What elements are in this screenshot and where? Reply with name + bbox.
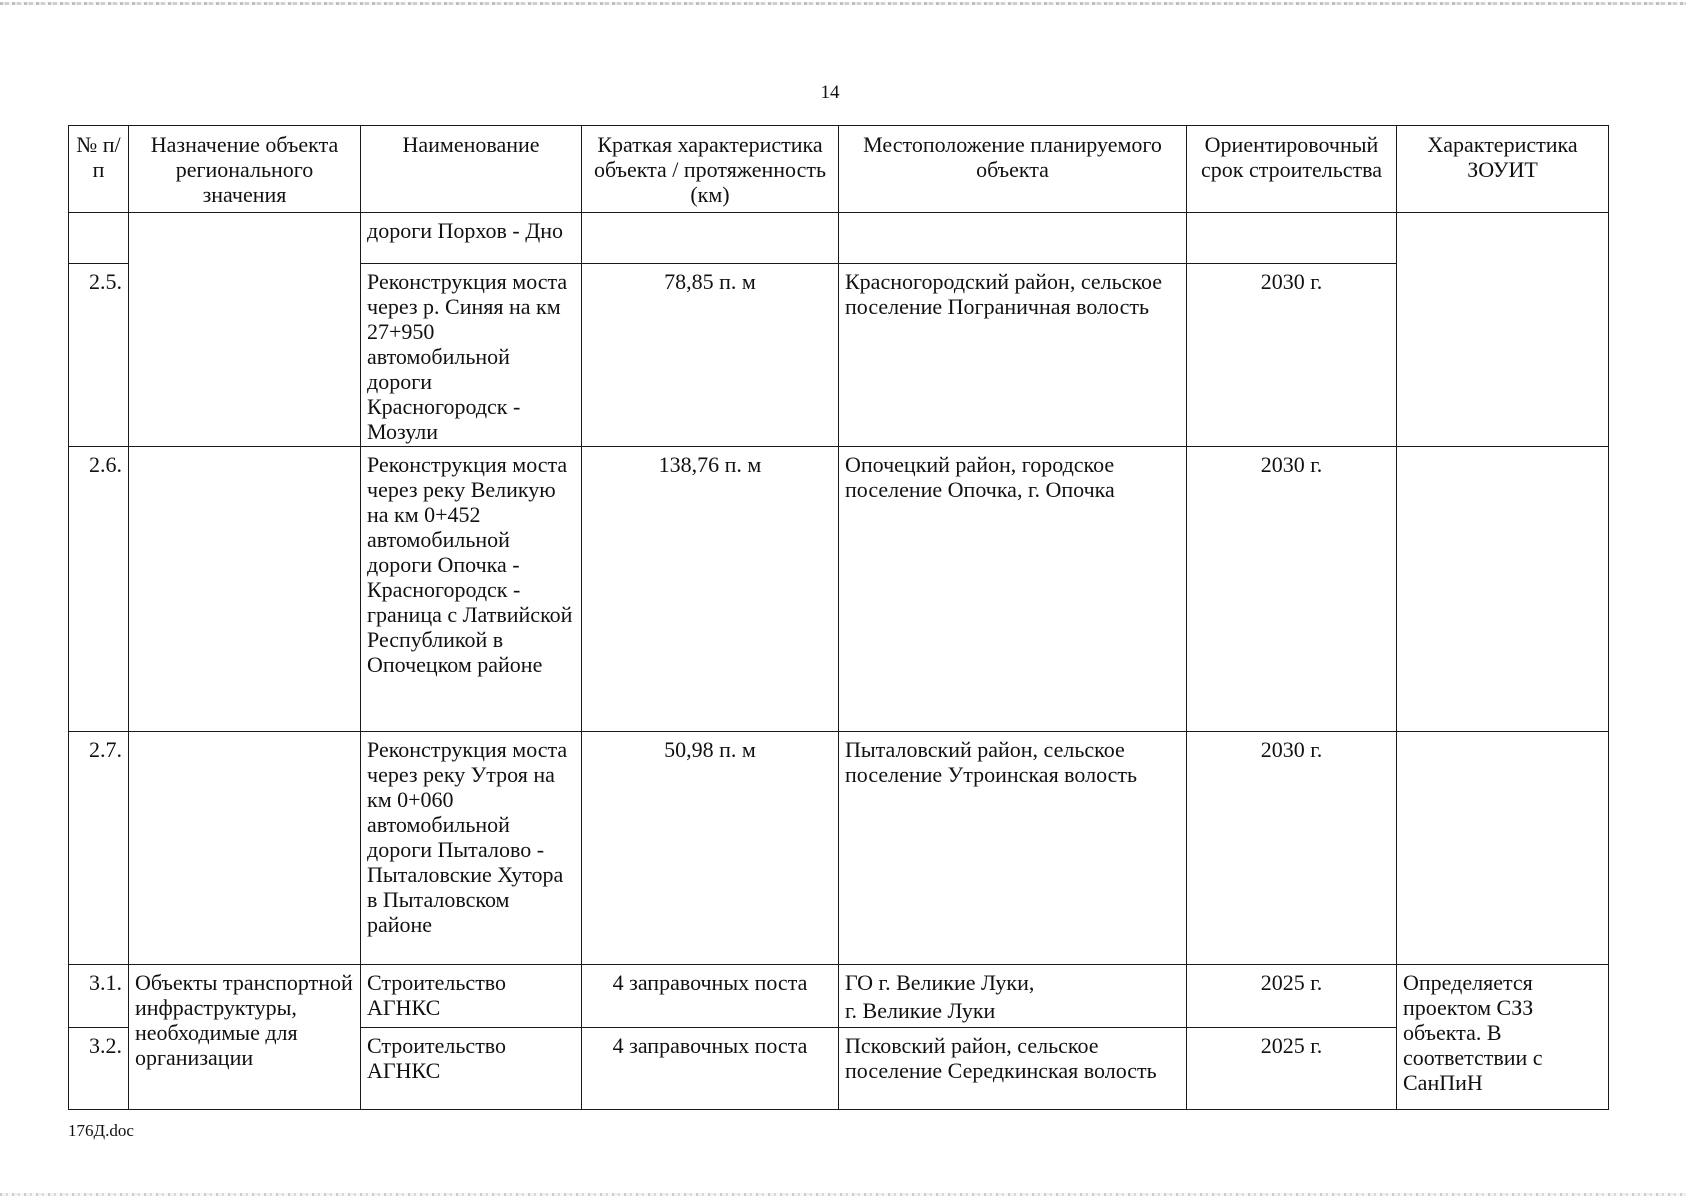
cell-characteristic: 4 заправочных поста xyxy=(582,1028,839,1110)
page-number: 14 xyxy=(820,82,840,103)
objects-table xyxy=(68,125,1609,1110)
cell-characteristic xyxy=(582,213,839,264)
cell-term xyxy=(1187,213,1397,264)
location-line: ГО г. Великие Луки, xyxy=(845,970,1035,995)
cell-term: 2025 г. xyxy=(1187,1028,1397,1110)
cell-characteristic: 4 заправочных поста xyxy=(582,965,839,1028)
cell-term: 2025 г. xyxy=(1187,965,1397,1028)
cell-term: 2030 г. xyxy=(1187,447,1397,732)
cell-purpose xyxy=(129,447,361,732)
cell-term: 2030 г. xyxy=(1187,264,1397,447)
cell-purpose xyxy=(129,732,361,965)
cell-num: 3.1. xyxy=(69,965,129,1028)
cell-num: 2.6. xyxy=(69,447,129,732)
cell-num: 2.7. xyxy=(69,732,129,965)
cell-name: Строительство АГНКС xyxy=(361,965,582,1028)
cell-location: Красногородский район, сельское поселение Пограничная волость xyxy=(839,264,1187,447)
cell-zouit xyxy=(1397,447,1609,732)
header-num: № п/п xyxy=(69,126,129,213)
scan-edge-top xyxy=(0,2,1686,5)
cell-zouit xyxy=(1397,213,1609,447)
cell-name: Реконструкция моста через реку Утроя на км 0+060 автомобильной дороги Пыталово - Пыталовские Хутора в Пыталовском районе xyxy=(361,732,582,965)
table-row xyxy=(69,447,1609,732)
header-term: Ориентировочный срок строительства xyxy=(1187,126,1397,213)
header-purpose: Назначение объекта регионального значения xyxy=(129,126,361,213)
cell-num: 2.5. xyxy=(69,264,129,447)
cell-zouit xyxy=(1397,732,1609,965)
header-location: Местоположение планируемого объекта xyxy=(839,126,1187,213)
cell-num: 3.2. xyxy=(69,1028,129,1110)
cell-characteristic: 138,76 п. м xyxy=(582,447,839,732)
cell-location: Опочецкий район, городское поселение Опочка, г. Опочка xyxy=(839,447,1187,732)
cell-location xyxy=(839,213,1187,264)
table-row xyxy=(69,732,1609,965)
table-header-row xyxy=(69,126,1609,213)
cell-zouit: Определяется проектом СЗЗ объекта. В соответствии с СанПиН xyxy=(1397,965,1609,1110)
cell-name: Реконструкция моста через реку Великую на км 0+452 автомобильной дороги Опочка - Красногородск - граница с Латвийской Республикой в Опочецком районе xyxy=(361,447,582,732)
cell-location: Псковский район, сельское поселение Середкинская волость xyxy=(839,1028,1187,1110)
header-name: Наименование xyxy=(361,126,582,213)
cell-purpose xyxy=(129,213,361,447)
cell-name: дороги Порхов - Дно xyxy=(361,213,582,264)
cell-location xyxy=(839,965,1187,1028)
table-row xyxy=(69,213,1609,264)
table-row xyxy=(69,965,1609,1028)
cell-term: 2030 г. xyxy=(1187,732,1397,965)
cell-characteristic: 50,98 п. м xyxy=(582,732,839,965)
header-zouit: Характеристика ЗОУИТ xyxy=(1397,126,1609,213)
document-filename: 176Д.doc xyxy=(68,1121,134,1140)
scan-edge-bottom xyxy=(0,1193,1686,1196)
cell-characteristic: 78,85 п. м xyxy=(582,264,839,447)
cell-num xyxy=(69,213,129,264)
cell-name: Строительство АГНКС xyxy=(361,1028,582,1110)
cell-name: Реконструкция моста через р. Синяя на км 27+950 автомобильной дороги Красногородск - Мозули xyxy=(361,264,582,447)
cell-purpose: Объекты транспортной инфраструктуры, необходимые для организации xyxy=(129,965,361,1110)
location-line: г. Великие Луки xyxy=(845,998,996,1023)
header-characteristic: Краткая характеристика объекта / протяженность (км) xyxy=(582,126,839,213)
cell-location: Пыталовский район, сельское поселение Утроинская волость xyxy=(839,732,1187,965)
